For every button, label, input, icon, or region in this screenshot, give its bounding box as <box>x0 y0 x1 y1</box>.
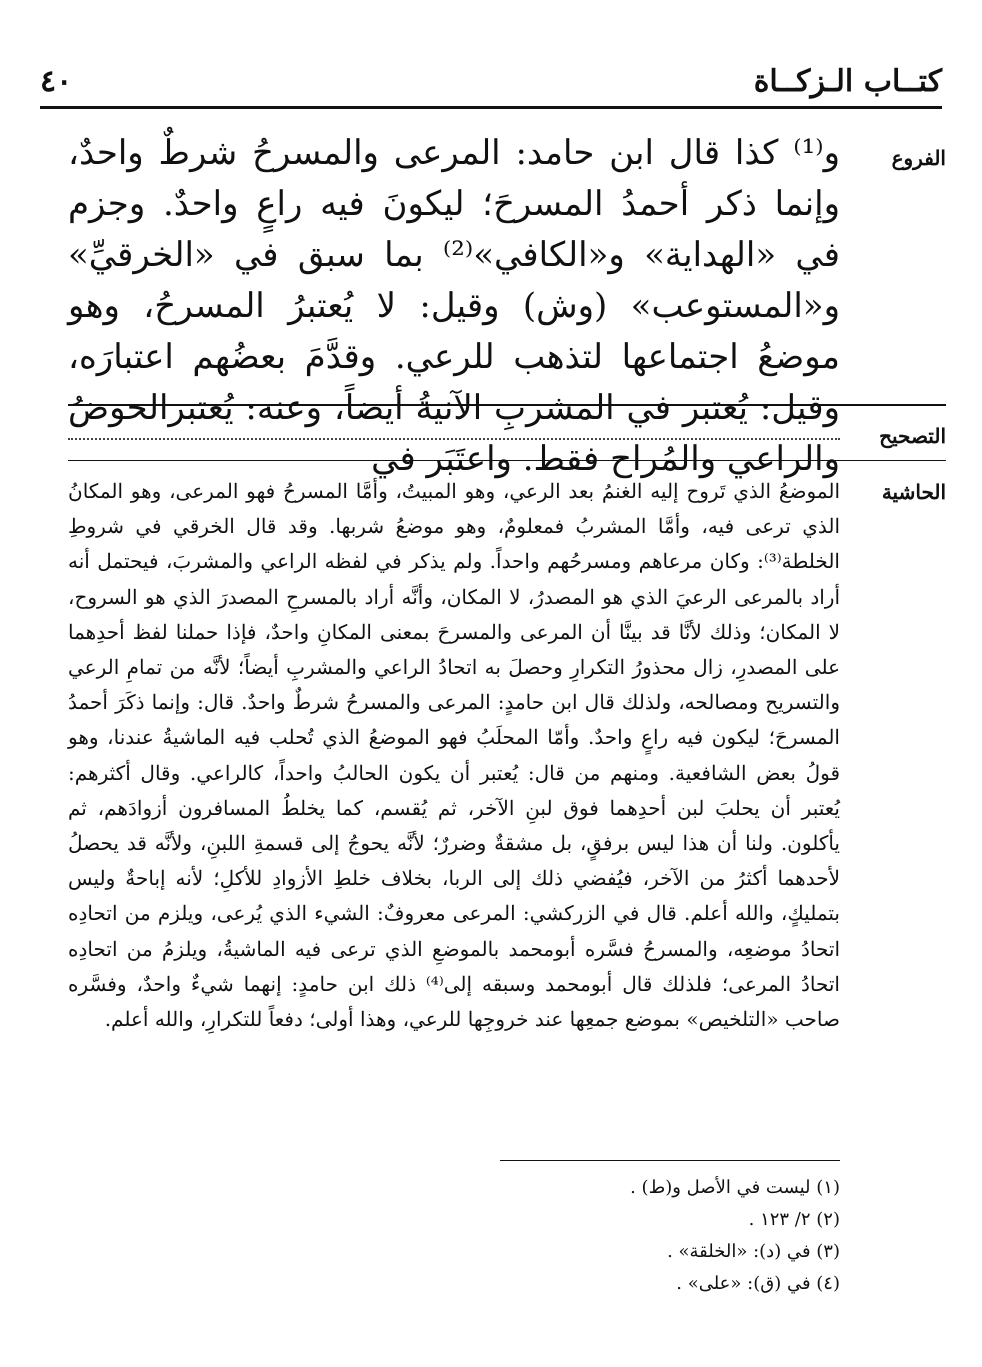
footnote-item: (٢) ٢/ ١٢٣ . <box>748 1209 840 1230</box>
page-header <box>40 62 942 102</box>
footnotes-list <box>200 1172 840 1300</box>
page-number: ٤٠ <box>40 64 73 99</box>
section-label-tashih: التصحيح <box>879 424 946 448</box>
footnote-divider <box>500 1160 840 1161</box>
footnote-item: (١) ليست في الأصل و(ط) . <box>630 1177 840 1198</box>
furu-paragraph: و⁽¹⁾ كذا قال ابن حامد: المرعى والمسرحُ شرطٌ واحدٌ، وإنما ذكر أحمدُ المسرحَ؛ ليكونَ فيه راعٍ واحدٌ. وجزم في «الهداية» و«الكافي»⁽²⁾ بما سبق في «الخرقيِّ» و«المستوعب» (وش) وقيل: لا يُعتبرُ المسرحُ، وهو موضعُ اجتماعها لتذهب للرعي. وقدَّمَ بعضُهم اعتبارَه، وقيل: يُعتبر في المشربِ الآنيةُ أيضاً، وعنه: يُعتبرالحوضُ والراعي والمُراح فقط. واعتَبَر في <box>68 133 840 479</box>
tashih-divider <box>68 460 946 461</box>
section-label-hashiya: الحاشية <box>881 480 946 504</box>
header-rule <box>40 106 942 109</box>
hashiya-paragraph: الموضعُ الذي تَروح إليه الغنمُ بعد الرعي، وهو المبيتُ، وأمَّا المسرحُ فهو المرعى، وهو المكانُ الذي ترعى فيه، وأمَّا المشربُ فمعلومٌ، وهو موضعُ شربها. وقد قال الخرقي في شروطِ الخلطة⁽³⁾: وكان مرعاهم ومسرحُهم واحداً. ولم يذكر في لفظه الراعي والمشربَ، فيحتمل أنه أراد بالمرعى الرعيَ الذي هو المصدرُ، لا المكان، وأنَّه أراد بالمسرحِ المصدرَ الذي هو السروح، لا المكان؛ وذلك لأنَّا قد بينَّا أن المرعى والمسرحَ بمعنى المكانِ واحدٌ، فإذا حملنا لفظ أحدِهما على المصدرِ، زال محذورُ التكرارِ وحصلَ به اتحادُ الراعي والمشربِ أيضاً؛ لأنَّه من تمامِ الرعي والتسريح ومصالحه، ولذلك قال ابن حامدٍ: المرعى والمسرحُ شرطٌ واحدٌ. قال: وإنما ذكَرَ أحمدُ المسرحَ؛ ليكون فيه راعٍ واحدٌ. وأمّا المحلَبُ فهو الموضعُ الذي تُحلب فيه الماشيةُ عندنا، وهو قولُ بعض الشافعية. ومنهم من قال: يُعتبر أن يكون الحالبُ واحداً، كالراعي. وقال أكثرهم: يُعتبر أن يحلبَ لبن أحدِهما فوق لبنِ الآخر، ثم يُقسم، كما يخلطُ المسافرون أزوادَهم، ثم يأكلون. ولنا أن هذا ليس برفقٍ، بل مشقةٌ وضررٌ؛ لأنَّه يحوجُ إلى قسمةِ اللبنِ، ولأنَّه قد يحصلُ لأحدهما أكثرُ من الآخر، فيُفضي ذلك إلى الربا، بخلاف خلطِ الأزوادِ للأكلِ؛ لأنه إباحةٌ وليس بتمليكٍ، والله أعلم. قال في الزركشي: المرعى معروفٌ: الشيء الذي يُرعى، ويلزم من اتحادِه اتحادُ موضعِه، والمسرحُ فسَّره أبومحمد بالموضعِ الذي ترعى فيه الماشيةُ، ويلزمُ من اتحادِه اتحادُ المرعى؛ فلذلك قال أبومحمد وسبقه إلى⁽⁴⁾ ذلك ابن حامدٍ: إنهما شيءٌ واحدٌ، وفسَّره صاحب «التلخيص» بموضع جمعِها عند خروجِها للرعي، وهذا أولى؛ دفعاً للتكرارِ، والله أعلم. <box>68 479 840 1032</box>
furu-divider <box>68 404 946 406</box>
tashih-dotted-line <box>68 424 840 440</box>
hashiya-text-block <box>68 474 840 1037</box>
section-label-furu: الفروع <box>891 146 946 170</box>
footnote-item: (٣) في (د): «الخلقة» . <box>667 1241 840 1262</box>
chapter-title: كتــاب الـزكــاة <box>753 64 942 99</box>
footnote-item: (٤) في (ق): «على» . <box>676 1273 840 1294</box>
